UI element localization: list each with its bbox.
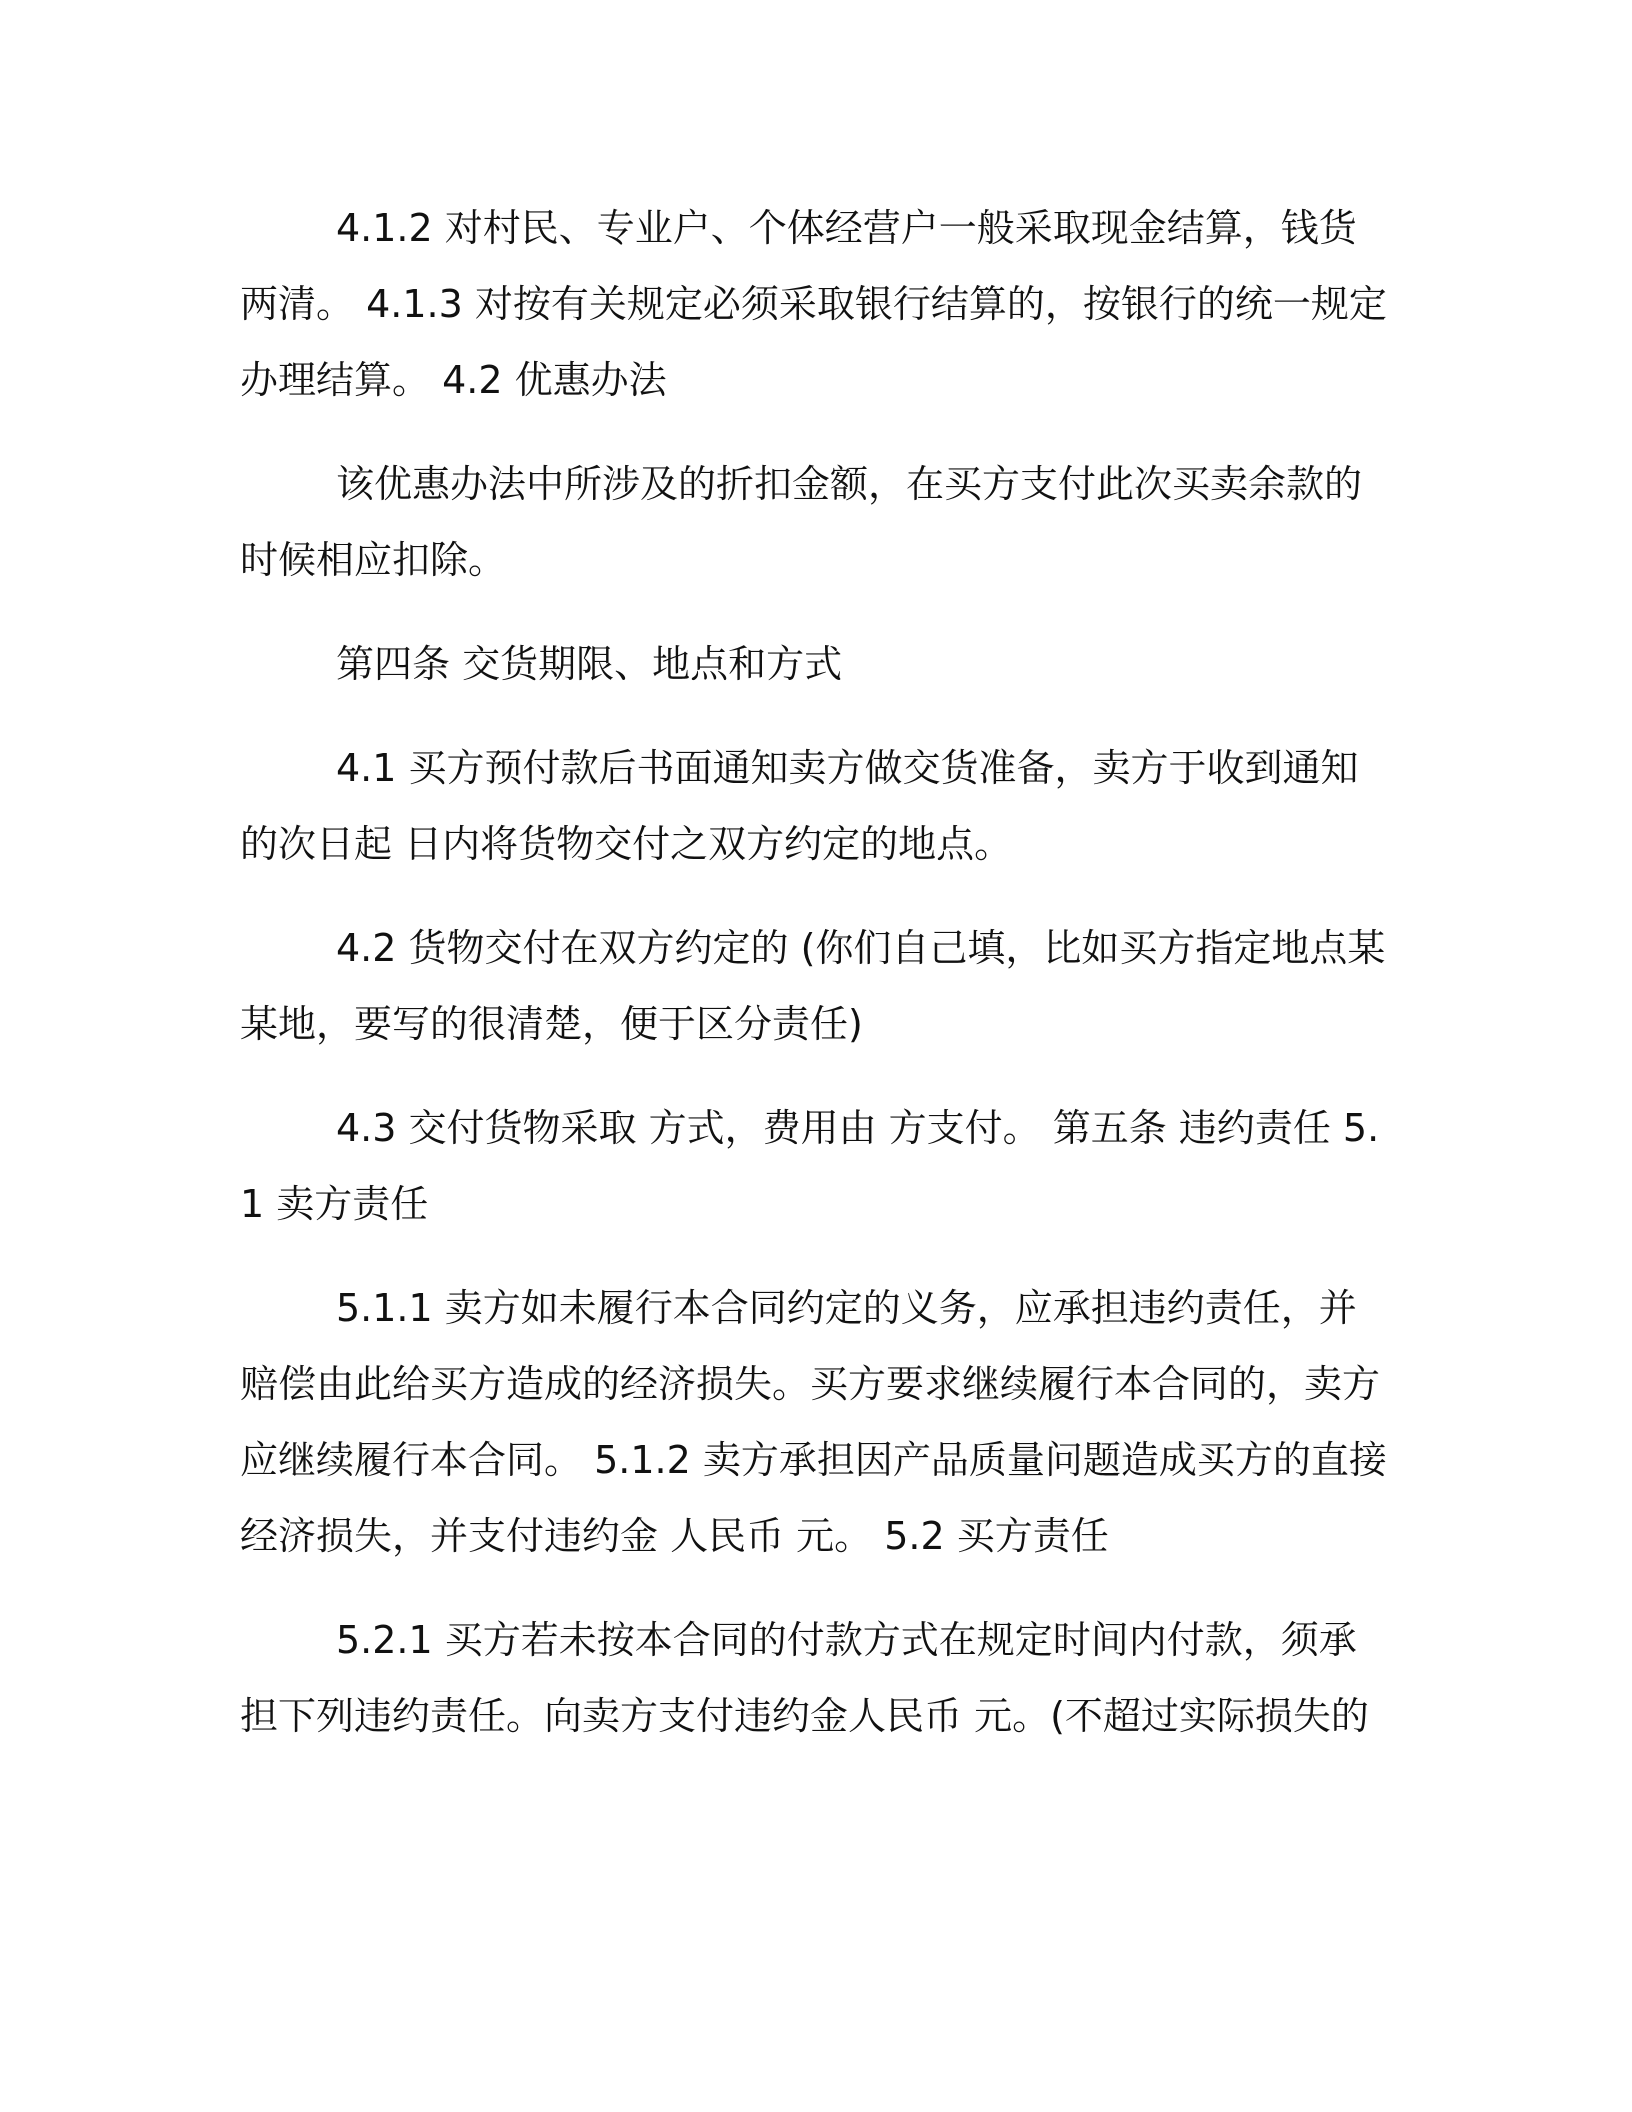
- paragraph-4-1: 4.1 买方预付款后书面通知卖方做交货准备，卖方于收到通知的次日起 日内将货物交付之双方约定的地点。: [240, 746, 1359, 866]
- paragraph-4-2: 4.2 货物交付在双方约定的 (你们自己填，比如买方指定地点某某地，要写的很清楚，便于区分责任): [240, 926, 1386, 1046]
- paragraph-discount: 该优惠办法中所涉及的折扣金额，在买方支付此次买卖余款的时候相应扣除。: [240, 462, 1363, 582]
- paragraph-4-3: 4.3 交付货物采取 方式，费用由 方支付。 第五条 违约责任 5.1 卖方责任: [240, 1106, 1380, 1226]
- paragraph-5-1-1: 5.1.1 卖方如未履行本合同约定的义务，应承担违约责任，并赔偿由此给买方造成的经济损失。买方要求继续履行本合同的，卖方应继续履行本合同。 5.1.2 卖方承担因产品质量问题造成买方的直接经济损失，并支付违约金 人民币 元。 5.2 买方责任: [240, 1286, 1387, 1558]
- paragraph-5-2-1: 5.2.1 买方若未按本合同的付款方式在规定时间内付款，须承担下列违约责任。向卖方支付违约金人民币 元。(不超过实际损失的: [240, 1618, 1369, 1738]
- paragraph-settlement: 4.1.2 对村民、专业户、个体经营户一般采取现金结算，钱货两清。 4.1.3 对按有关规定必须采取银行结算的，按银行的统一规定办理结算。 4.2 优惠办法: [240, 206, 1387, 402]
- article-four-heading: 第四条 交货期限、地点和方式: [336, 642, 843, 686]
- document-body: [240, 190, 1390, 1782]
